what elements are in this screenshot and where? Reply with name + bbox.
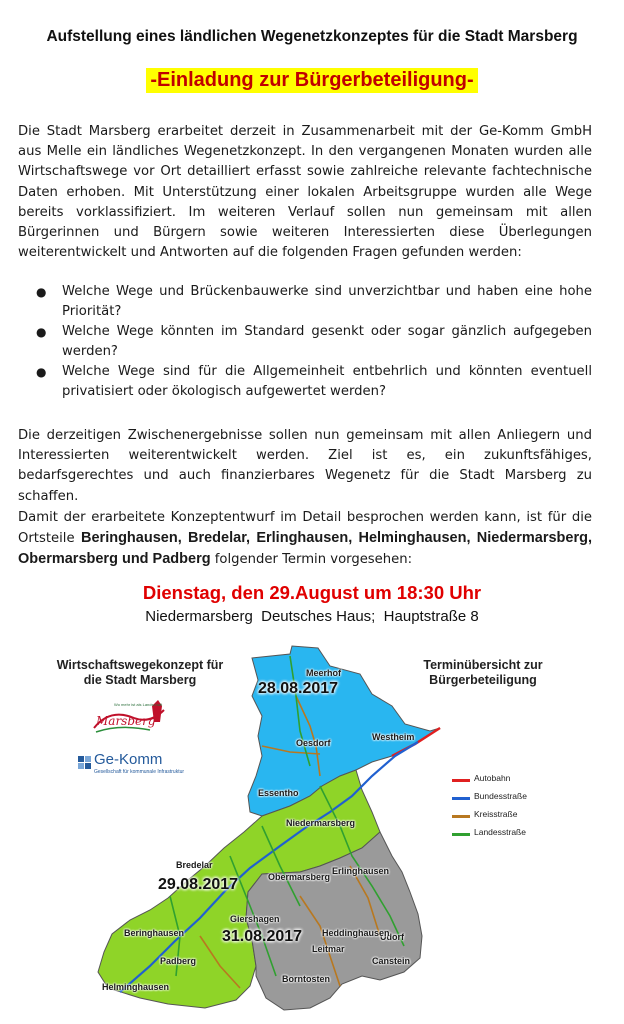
place-meerhof: Meerhof	[306, 668, 342, 678]
map-date-west: 29.08.2017	[158, 876, 239, 893]
place-beringhausen: Beringhausen	[124, 928, 185, 938]
place-oesdorf: Oesdorf	[296, 738, 331, 748]
map-heading-right: Terminübersicht zur Bürgerbeteiligung	[423, 658, 543, 687]
place-udorf: Udorf	[380, 932, 404, 942]
legend-label: Landesstraße	[474, 827, 526, 837]
place-obermarsberg: Obermarsberg	[268, 872, 331, 882]
place-borntosten: Borntosten	[282, 974, 330, 984]
marsberg-logo-tagline: Wo mehr ist als Landschaft	[114, 702, 163, 707]
gekomm-logo-icon	[78, 756, 92, 770]
gekomm-logo-text: Ge-Komm	[94, 751, 163, 768]
place-bredelar: Bredelar	[176, 860, 213, 870]
place-padberg: Padberg	[160, 956, 197, 966]
place-essentho: Essentho	[258, 788, 299, 798]
place-giershagen: Giershagen	[230, 914, 280, 924]
legend-item	[452, 810, 592, 822]
place-helminghausen: Helminghausen	[102, 982, 170, 992]
place-erlinghausen: Erlinghausen	[332, 866, 390, 876]
legend-label: Kreisstraße	[474, 809, 518, 819]
legend-item	[452, 792, 592, 804]
place-canstein: Canstein	[372, 956, 411, 966]
results-paragraph: Die derzeitigen Zwischenergebnisse sollen nun gemeinsam mit allen Anliegern und Interessierten weiterentwickelt werden. Ziel ist es, ein zukunftsfähiges, bedarfsgerechtes und auch finanzierbares Wegenetz für die Stadt Marsberg zu schaffen.	[18, 428, 592, 504]
legend-swatch	[452, 797, 470, 800]
document-title: Aufstellung eines ländlichen Wegenetzkonzeptes für die Stadt Marsberg	[46, 28, 578, 45]
legend-swatch	[452, 815, 470, 818]
event-date: Dienstag, den 29.August um 18:30 Uhr	[142, 582, 482, 603]
map-date-north: 28.08.2017	[258, 680, 339, 697]
list-item-text: Welche Wege sind für die Allgemeinheit entbehrlich und könnten eventuell privatisiert oder ökologisch aufgewertet werden?	[62, 364, 592, 400]
bullet-icon: ●	[36, 325, 47, 339]
district-map	[0, 636, 624, 1024]
list-item-text: Welche Wege könnten im Standard gesenkt oder sogar gänzlich aufgegeben werden?	[62, 324, 592, 360]
gekomm-logo-subtitle: Gesellschaft für kommunale Infrastruktur	[94, 769, 185, 775]
event-venue: Niedermarsberg Deutsches Haus; Hauptstraße 8	[145, 608, 479, 625]
place-heddinghausen: Heddinghausen	[322, 928, 390, 938]
subtitle-container	[0, 68, 624, 93]
bullet-icon: ●	[36, 365, 47, 379]
legend-item	[452, 828, 592, 840]
legend-swatch	[452, 833, 470, 836]
appointment-outro: folgender Termin vorgesehen:	[210, 552, 413, 568]
legend-swatch	[452, 779, 470, 782]
place-leitmar: Leitmar	[312, 944, 345, 954]
map-heading-left: Wirtschaftswegekonzept für die Stadt Marsberg	[56, 658, 224, 687]
list-item-text: Welche Wege und Brückenbauwerke sind unverzichtbar und haben eine hohe Priorität?	[62, 284, 592, 320]
intro-paragraph: Die Stadt Marsberg erarbeitet derzeit in Zusammenarbeit mit der Ge-Komm GmbH aus Melle ein ländliches Wegenetzkonzept. In den vergangenen Monaten wurden alle Wirtschaftswege vor Ort detailliert erfasst sowie zahlreiche relevante fachtechnische Daten erhoben. Mit Unterstützung einer lokalen Arbeitsgruppe wurden alle Wege bereits vorklassifiziert. Im weiteren Verlauf sollen nun gemeinsam mit allen Bürgerinnen und Bürgern sowie weiteren Interessierten diese Überlegungen weiterentwickelt und Antworten auf die folgenden Fragen gefunden werden:	[18, 124, 592, 261]
place-niedermarsberg: Niedermarsberg	[286, 818, 356, 828]
legend-label: Autobahn	[474, 773, 511, 783]
appointment-intro: Damit der erarbeitete Konzeptentwurf im Detail besprochen werden kann, ist für die Ortsteile	[18, 510, 592, 547]
place-westheim: Westheim	[372, 732, 415, 742]
legend-item	[452, 774, 592, 786]
invitation-subtitle: -Einladung zur Bürgerbeteiligung-	[146, 68, 477, 93]
bullet-icon: ●	[36, 285, 47, 299]
appointment-paragraph	[18, 508, 592, 571]
district-names: Beringhausen, Bredelar, Erlinghausen, Helminghausen, Niedermarsberg, Obermarsberg und Padberg	[18, 530, 592, 568]
map-date-south: 31.08.2017	[222, 928, 303, 945]
legend-label: Bundesstraße	[474, 791, 527, 801]
marsberg-logo-text: Marsberg	[96, 714, 156, 728]
